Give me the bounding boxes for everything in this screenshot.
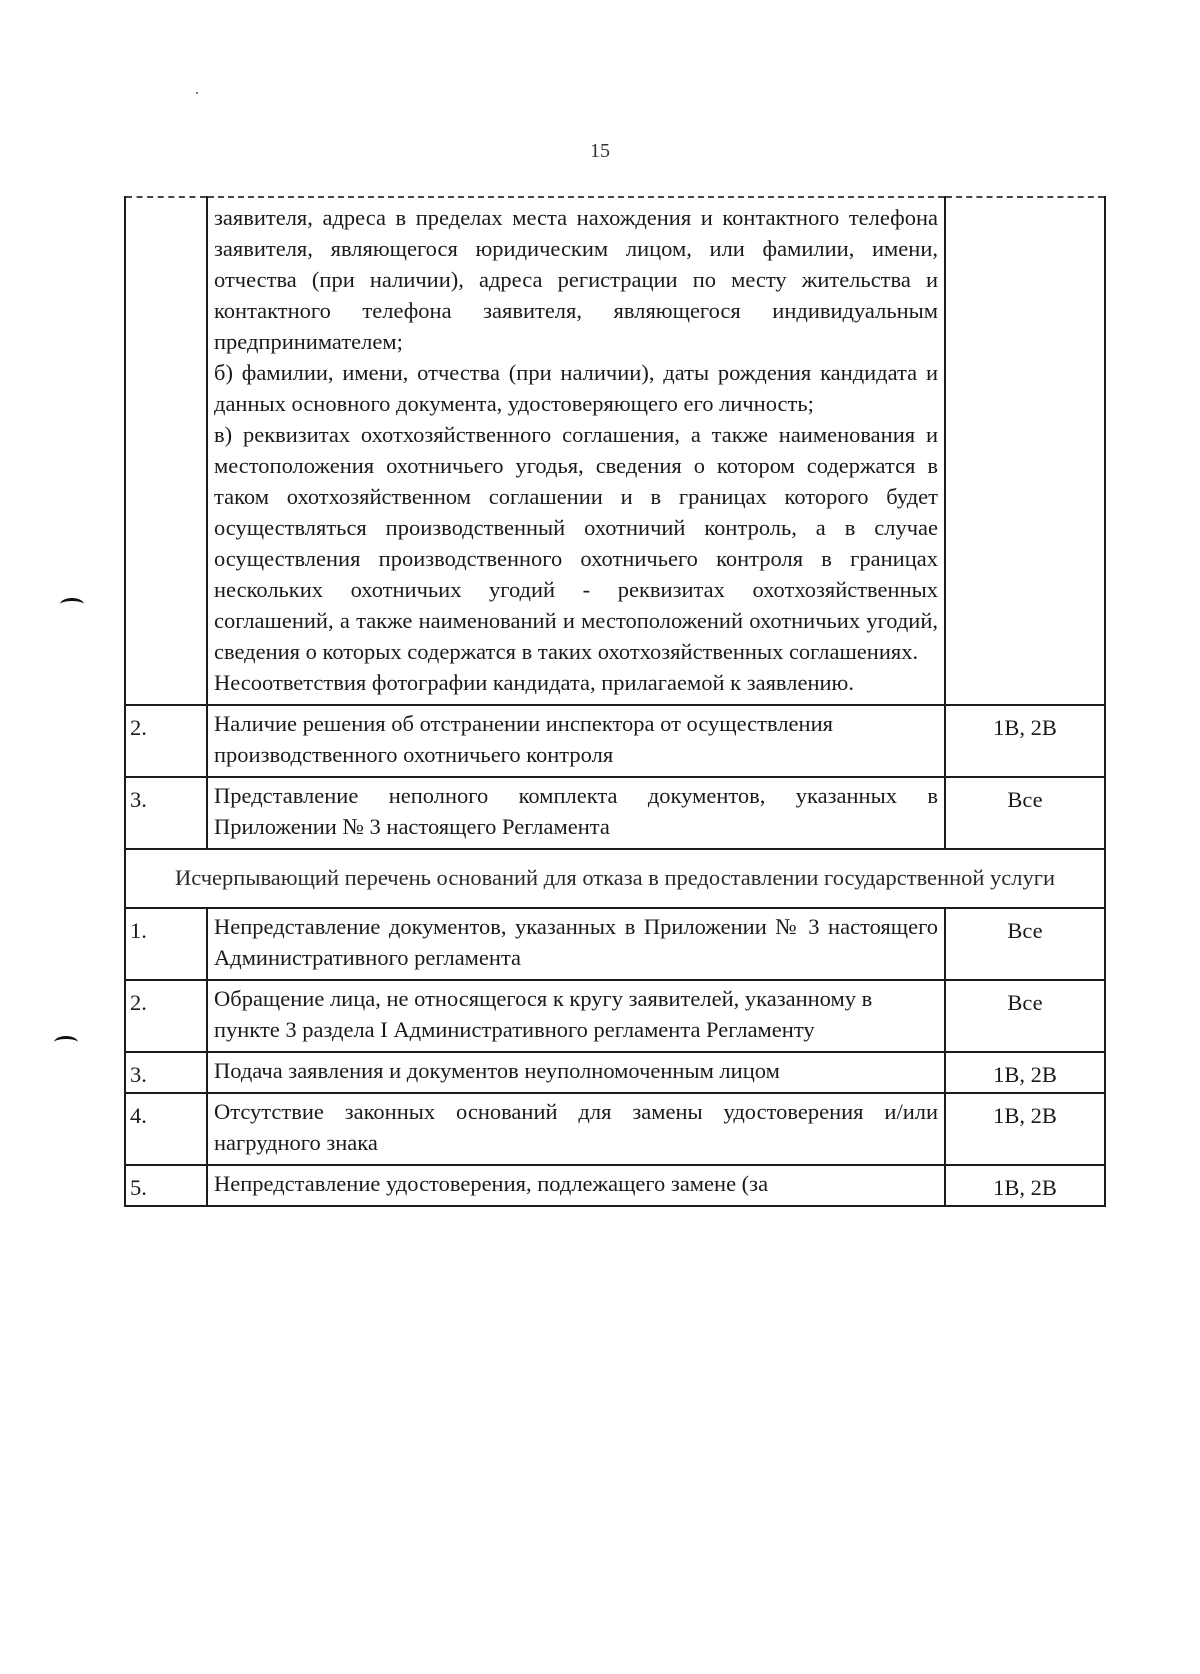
row-criteria: 1В, 2В bbox=[945, 1165, 1105, 1206]
row-criteria: Все bbox=[945, 777, 1105, 849]
row-number bbox=[125, 197, 207, 705]
row-number: 2. bbox=[125, 705, 207, 777]
table-row bbox=[125, 1165, 1105, 1206]
row-text: Непредставление документов, указанных в Приложении № 3 настоящего Административного регламента bbox=[207, 908, 945, 980]
table-row bbox=[125, 777, 1105, 849]
row-number: 4. bbox=[125, 1093, 207, 1165]
paragraph: в) реквизитах охотхозяйственного соглашения, а также наименования и местоположения охотничьего угодья, сведения о котором содержатся в таком охотхозяйственном соглашении и в границах которого будет осуществляться производственный охотничий контроль, а в случае осуществления производственного охотничьего контроля в границах нескольких охотничьих угодий - реквизитах охотхозяйственных соглашений, а также наименований и местоположений охотничьих угодий, сведения о которых содержатся в таких охотхозяйственных соглашениях. bbox=[214, 422, 938, 664]
margin-hole-mark-lower bbox=[54, 1036, 78, 1049]
scan-speck bbox=[196, 92, 198, 94]
row-criteria: Все bbox=[945, 908, 1105, 980]
row-number: 3. bbox=[125, 777, 207, 849]
row-number: 2. bbox=[125, 980, 207, 1052]
margin-hole-mark-upper bbox=[60, 598, 84, 611]
row-criteria: 1В, 2В bbox=[945, 1093, 1105, 1165]
paragraph: Несоответствия фотографии кандидата, прилагаемой к заявлению. bbox=[214, 670, 854, 695]
table-row bbox=[125, 705, 1105, 777]
row-text: Непредставление удостоверения, подлежащего замене (за bbox=[207, 1165, 945, 1206]
row-text: Отсутствие законных оснований для замены удостоверения и/или нагрудного знака bbox=[207, 1093, 945, 1165]
row-number: 3. bbox=[125, 1052, 207, 1093]
table-row bbox=[125, 980, 1105, 1052]
row-criteria: Все bbox=[945, 980, 1105, 1052]
table-row bbox=[125, 908, 1105, 980]
section-header-row bbox=[125, 849, 1105, 908]
table-row bbox=[125, 197, 1105, 705]
row-text: Представление неполного комплекта документов, указанных в Приложении № 3 настоящего Регламента bbox=[207, 777, 945, 849]
table-row bbox=[125, 1052, 1105, 1093]
row-criteria bbox=[945, 197, 1105, 705]
table-row bbox=[125, 1093, 1105, 1165]
section-title: Исчерпывающий перечень оснований для отказа в предоставлении государственной услуги bbox=[125, 849, 1105, 908]
row-text bbox=[207, 197, 945, 705]
row-criteria: 1В, 2В bbox=[945, 1052, 1105, 1093]
row-number: 5. bbox=[125, 1165, 207, 1206]
page-number: 15 bbox=[590, 140, 610, 162]
grounds-table bbox=[124, 196, 1106, 1207]
row-text: Наличие решения об отстранении инспектора от осуществления производственного охотничьего контроля bbox=[207, 705, 945, 777]
row-criteria: 1В, 2В bbox=[945, 705, 1105, 777]
paragraph: заявителя, адреса в пределах места нахождения и контактного телефона заявителя, являющегося юридическим лицом, или фамилии, имени, отчества (при наличии), адреса регистрации по месту жительства и контактного телефона заявителя, являющегося индивидуальным предпринимателем; bbox=[214, 205, 938, 354]
row-text: Подача заявления и документов неуполномоченным лицом bbox=[207, 1052, 945, 1093]
row-number: 1. bbox=[125, 908, 207, 980]
paragraph: б) фамилии, имени, отчества (при наличии), даты рождения кандидата и данных основного документа, удостоверяющего его личность; bbox=[214, 360, 938, 416]
row-text: Обращение лица, не относящегося к кругу заявителей, указанному в пункте 3 раздела I Административного регламента Регламенту bbox=[207, 980, 945, 1052]
